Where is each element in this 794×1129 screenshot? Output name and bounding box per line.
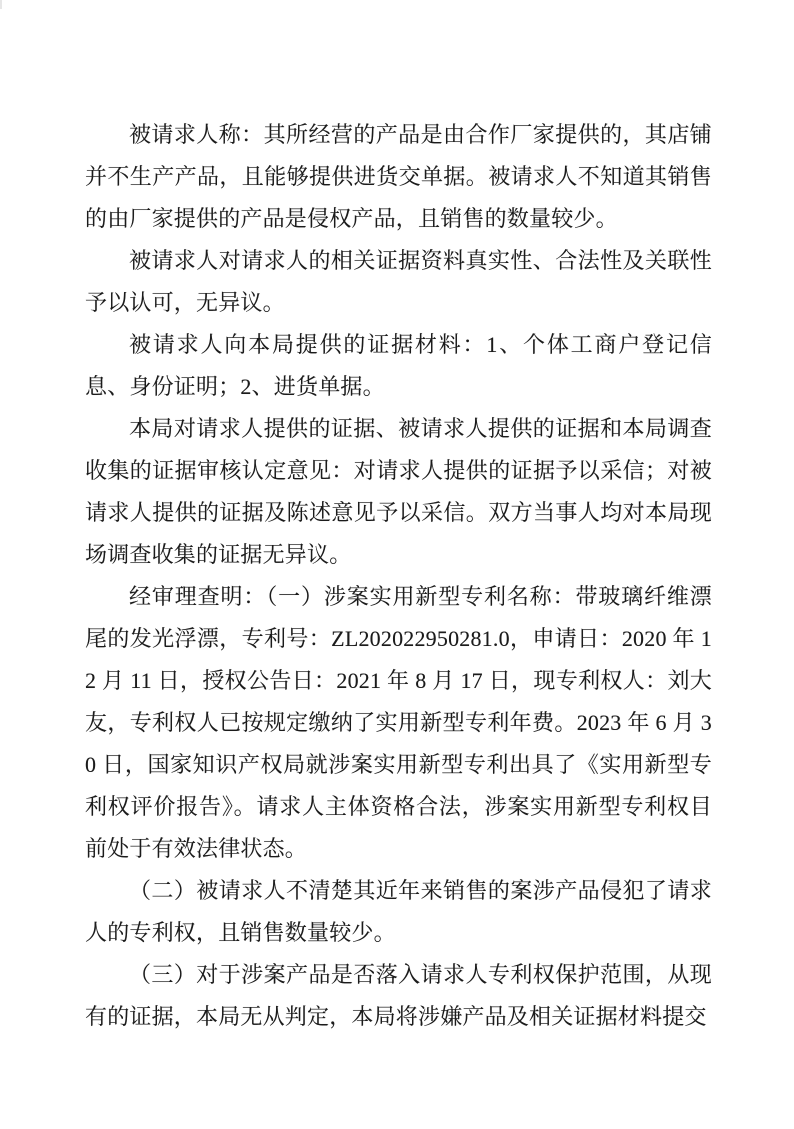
paragraph-respondent-evidence-list: 被请求人向本局提供的证据材料：1、个体工商户登记信息、身份证明；2、进货单据。 [85, 332, 712, 399]
paragraph-evidence-acknowledgement: 被请求人对请求人的相关证据资料真实性、合法性及关联性予以认可，无异议。 [85, 248, 712, 315]
paragraph-findings-item-2: （二）被请求人不清楚其近年来销售的案涉产品侵犯了请求人的专利权，且销售数量较少。 [85, 878, 712, 945]
scan-edge-artifact [0, 0, 2, 9]
paragraph-findings-patent-info: 经审理查明：（一）涉案实用新型专利名称：带玻璃纤维漂尾的发光浮漂，专利号：ZL202022950281.0，申请日：2020 年 12 月 11 日，授权公告日：2021 年 8 月 17 日，现专利权人：刘大友，专利权人已按规定缴纳了实用新型专利年费。2023 年 6 月 30 日，国家知识产权局就涉案实用新型专利出具了《实用新型专利权评价报告》。请求人主体资格合法，涉案实用新型专利权目前处于有效法律状态。 [85, 584, 712, 861]
paragraph-findings-item-3: （三）对于涉案产品是否落入请求人专利权保护范围，从现有的证据，本局无从判定，本局将涉嫌产品及相关证据材料提交 [85, 962, 712, 1029]
paragraph-evidence-review-opinion: 本局对请求人提供的证据、被请求人提供的证据和本局调查收集的证据审核认定意见：对请求人提供的证据予以采信；对被请求人提供的证据及陈述意见予以采信。双方当事人均对本局现场调查收集的证据无异议。 [85, 416, 712, 567]
paragraph-respondent-statement: 被请求人称：其所经营的产品是由合作厂家提供的，其店铺并不生产产品，且能够提供进货交单据。被请求人不知道其销售的由厂家提供的产品是侵权产品，且销售的数量较少。 [85, 122, 712, 231]
document-body [85, 114, 712, 1038]
